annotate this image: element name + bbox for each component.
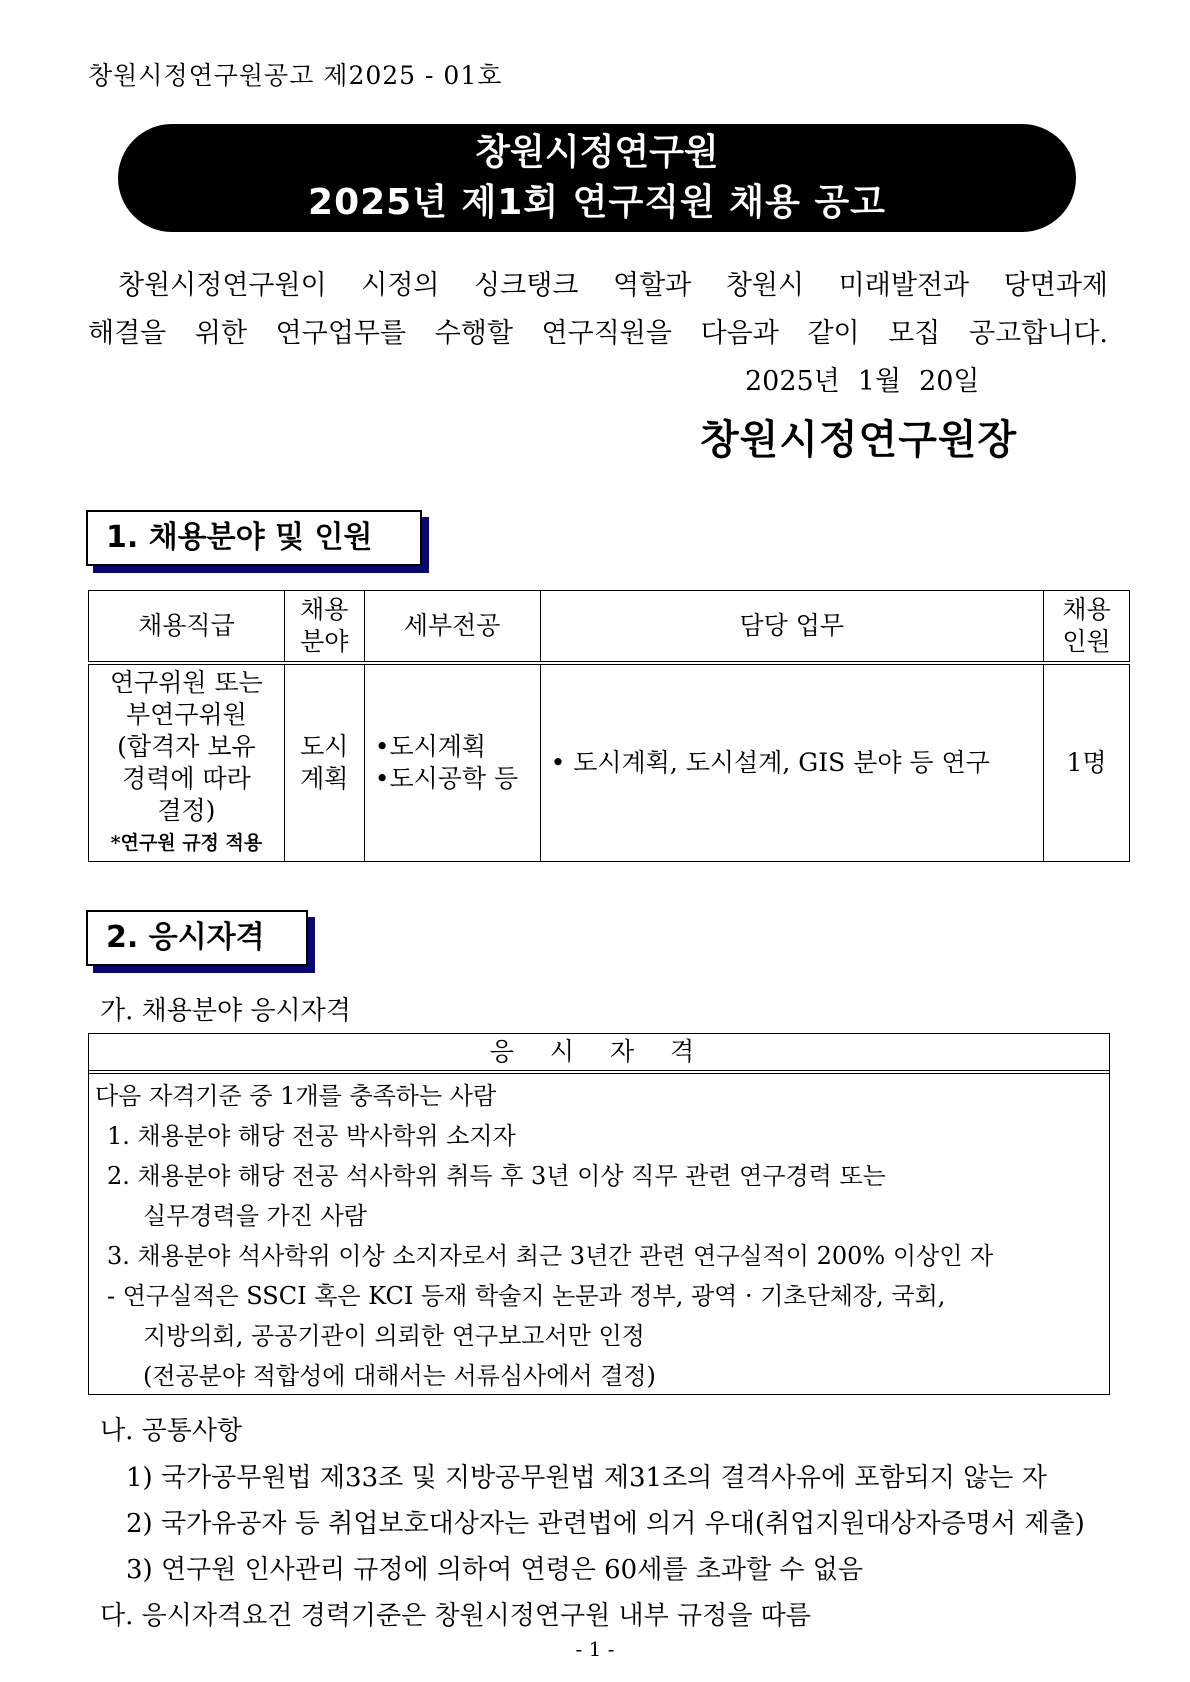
list-item: 1) 국가공무원법 제33조 및 지방공무원법 제31조의 결격사유에 포함되지 않는 자 [126, 1463, 1047, 1493]
subsection-ga-title: 가. 채용분야 응시자격 [100, 996, 351, 1026]
list-item: 3) 연구원 인사관리 규정에 의하여 연령은 60세를 초과할 수 없음 [126, 1555, 863, 1585]
qual-line: - 연구실적은 SSCI 혹은 KCI 등재 학술지 논문과 정부, 광역 · 기초단체장, 국회, [107, 1282, 946, 1310]
intro-line-2: 해결을 위한 연구업무를 수행할 연구직원을 다음과 같이 모집 공고합니다. [88, 318, 1108, 349]
common-requirements-list [126, 1455, 1085, 1593]
list-item: 2) 국가유공자 등 취업보호대상자는 관련법에 의거 우대(취업지원대상자증명서 제출) [126, 1509, 1085, 1539]
recruitment-table [88, 590, 1130, 862]
table-row [89, 663, 1130, 862]
qual-line: 3. 채용분야 석사학위 이상 소지자로서 최근 3년간 관련 연구실적이 200% 이상인 자 [107, 1242, 994, 1270]
date-day: 20일 [919, 366, 980, 397]
title-line-1: 창원시정연구원 [475, 132, 719, 173]
qualification-body [89, 1074, 1109, 1396]
intro-line-1: 창원시정연구원이 시정의 싱크탱크 역할과 창원시 미래발전과 당면과제 [118, 270, 1108, 301]
qualification-header: 응 시 자 격 [89, 1034, 1109, 1074]
title-banner [118, 124, 1076, 232]
document-number: 창원시정연구원공고 제2025 - 01호 [88, 61, 503, 90]
qual-line: 실무경력을 가진 사람 [143, 1202, 367, 1230]
rank-note: *연구원 규정 적용 [110, 832, 263, 854]
cell-duty: • 도시계획, 도시설계, GIS 분야 등 연구 [540, 663, 1043, 862]
subsection-na-title: 나. 공통사항 [100, 1416, 243, 1446]
cell-major: •도시계획 •도시공학 등 [364, 663, 540, 862]
subsection-da-text: 다. 응시자격요건 경력기준은 창원시정연구원 내부 규정을 따름 [100, 1601, 811, 1631]
cell-rank: 연구위원 또는 부연구위원 (합격자 보유 경력에 따라 결정) *연구원 규정 적용 [89, 663, 285, 862]
header-field: 채용 분야 [284, 591, 364, 664]
qual-line: 1. 채용분야 해당 전공 박사학위 소지자 [107, 1122, 516, 1150]
date-month: 1월 [857, 366, 902, 397]
header-count: 채용 인원 [1044, 591, 1130, 664]
cell-field: 도시 계획 [284, 663, 364, 862]
qualification-box [88, 1033, 1110, 1395]
header-rank: 채용직급 [89, 591, 285, 664]
header-duty: 담당 업무 [540, 591, 1043, 664]
qual-line: (전공분야 적합성에 대해서는 서류심사에서 결정) [143, 1362, 656, 1390]
header-major: 세부전공 [364, 591, 540, 664]
section-2-heading: 2. 응시자격 [86, 910, 308, 966]
title-line-2: 2025년 제1회 연구직원 채용 공고 [308, 182, 886, 223]
page-number: - 1 - [575, 1637, 615, 1661]
cell-count: 1명 [1044, 663, 1130, 862]
issuer-name: 창원시정연구원장 [700, 417, 1018, 463]
qual-line: 지방의회, 공공기관이 의뢰한 연구보고서만 인정 [143, 1322, 645, 1350]
section-1-heading: 1. 채용분야 및 인원 [86, 510, 422, 566]
intro-paragraph [88, 262, 1108, 358]
qual-line: 다음 자격기준 중 1개를 충족하는 사람 [95, 1082, 497, 1110]
table-header-row [89, 591, 1130, 664]
announcement-date [745, 359, 998, 398]
date-year: 2025년 [745, 366, 840, 397]
qual-line: 2. 채용분야 해당 전공 석사학위 취득 후 3년 이상 직무 관련 연구경력 또는 [107, 1162, 886, 1190]
